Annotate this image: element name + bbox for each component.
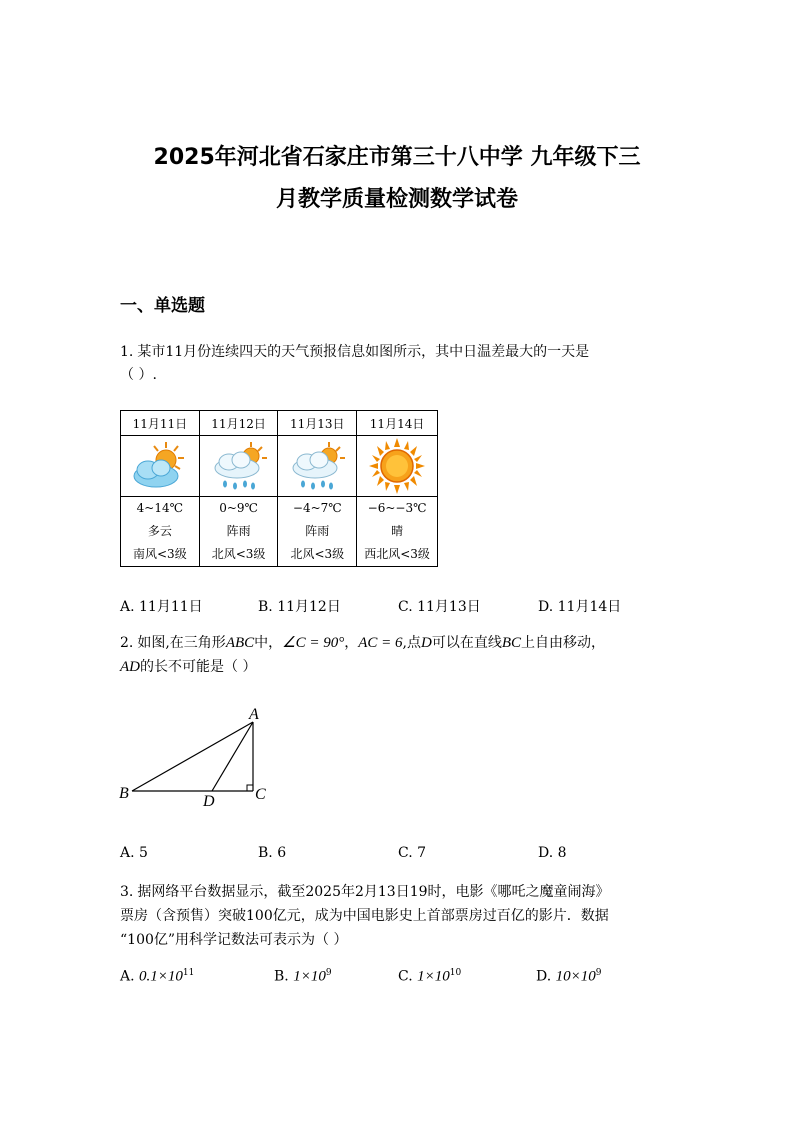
q2-text: ， bbox=[344, 635, 359, 651]
question-number: 1. bbox=[120, 344, 134, 360]
weather-table bbox=[120, 410, 438, 567]
vertex-a-label: A bbox=[249, 706, 259, 723]
option-b[interactable] bbox=[274, 968, 332, 986]
option-exponent: 9 bbox=[595, 968, 602, 978]
option-b[interactable]: B. 6 bbox=[258, 845, 287, 861]
option-letter: B. bbox=[274, 968, 289, 985]
angle-condition: ∠C = 90° bbox=[282, 635, 345, 651]
weather-condition: 晴 bbox=[391, 524, 404, 538]
rain-shower-icon bbox=[285, 440, 349, 492]
side-ab bbox=[132, 722, 253, 791]
line-bc: BC bbox=[501, 635, 521, 651]
date-cell: 11月14日 bbox=[357, 411, 438, 436]
temperature-range: −4~7℃ bbox=[292, 501, 342, 515]
option-a[interactable]: A. 11月11日 bbox=[120, 599, 203, 615]
segment-ad: AD bbox=[120, 659, 140, 675]
option-letter: D. bbox=[536, 968, 552, 985]
wind-info: 南风<3级 bbox=[133, 547, 187, 561]
question-3-line3: “100亿”用科学记数法可表示为（ ） bbox=[120, 932, 348, 948]
vertex-b-label: B bbox=[119, 785, 129, 802]
weather-info-row bbox=[121, 497, 438, 567]
sunny-icon bbox=[365, 438, 429, 494]
option-letter: C. bbox=[398, 968, 413, 985]
option-d[interactable] bbox=[536, 968, 602, 986]
option-coefficient: 1×10 bbox=[293, 968, 326, 985]
question-1-line1: 某市11月份连续四天的天气预报信息如图所示，其中日温差最大的一天是 bbox=[137, 344, 590, 360]
section-heading: 一、单选题 bbox=[120, 296, 205, 316]
weather-icon-row bbox=[121, 436, 438, 497]
option-d[interactable]: D. 8 bbox=[538, 845, 567, 861]
weather-condition: 阵雨 bbox=[305, 524, 330, 538]
question-2-options bbox=[120, 845, 680, 867]
q2-text: 如图,在三角形 bbox=[137, 635, 226, 651]
option-c[interactable] bbox=[398, 968, 461, 986]
option-c[interactable]: C. 7 bbox=[398, 845, 427, 861]
question-3-options bbox=[120, 968, 680, 990]
question-number: 2. bbox=[120, 635, 134, 651]
q3-text: 据网络平台数据显示，截至2025年2月13日19时，电影《哪吒之魔童闹海》 bbox=[137, 884, 610, 900]
option-a[interactable] bbox=[120, 968, 194, 986]
date-cell: 11月13日 bbox=[278, 411, 357, 436]
rain-shower-icon bbox=[207, 440, 271, 492]
wind-info: 北风<3级 bbox=[290, 547, 345, 561]
option-exponent: 11 bbox=[182, 968, 195, 978]
weather-condition: 多云 bbox=[147, 524, 172, 538]
temperature-range: 4~14℃ bbox=[136, 501, 184, 515]
option-coefficient: 10×10 bbox=[555, 968, 596, 985]
option-c[interactable]: C. 11月13日 bbox=[398, 599, 481, 615]
temperature-range: −6~−3℃ bbox=[367, 501, 427, 515]
question-2-line1 bbox=[120, 632, 605, 654]
question-1-options bbox=[120, 596, 680, 618]
question-number: 3. bbox=[120, 884, 134, 900]
question-3-line1 bbox=[120, 881, 610, 903]
triangle-figure bbox=[110, 700, 280, 812]
exam-title-line1: 2025年河北省石家庄市第三十八中学 九年级下三 bbox=[153, 145, 641, 170]
point-d: D bbox=[420, 635, 432, 651]
partly-cloudy-icon bbox=[128, 440, 192, 492]
question-2-line2 bbox=[120, 656, 256, 678]
date-cell: 11月12日 bbox=[199, 411, 278, 436]
q2-text: ,点 bbox=[402, 635, 421, 651]
segment-ad-line bbox=[212, 722, 253, 791]
weather-condition: 阵雨 bbox=[226, 524, 251, 538]
right-angle-mark bbox=[247, 785, 253, 791]
temperature-range: 0~9℃ bbox=[219, 501, 258, 515]
length-condition: AC = 6 bbox=[358, 635, 403, 651]
q2-text: 的长不可能是（ ） bbox=[140, 659, 257, 675]
option-coefficient: 1×10 bbox=[417, 968, 450, 985]
option-exponent: 9 bbox=[325, 968, 332, 978]
option-a[interactable]: A. 5 bbox=[120, 845, 148, 861]
point-d-label: D bbox=[203, 793, 215, 810]
question-1-paren: （ ）. bbox=[120, 367, 157, 383]
option-exponent: 10 bbox=[449, 968, 462, 978]
exam-title-line2: 月教学质量检测数学试卷 bbox=[275, 187, 518, 212]
wind-info: 北风<3级 bbox=[211, 547, 266, 561]
wind-info: 西北风<3级 bbox=[364, 547, 430, 561]
q2-text: 可以在直线 bbox=[431, 635, 502, 651]
option-b[interactable]: B. 11月12日 bbox=[258, 599, 341, 615]
vertex-c-label: C bbox=[255, 786, 266, 803]
triangle-name: ABC bbox=[225, 635, 255, 651]
q2-text: 上自由移动， bbox=[521, 635, 605, 651]
option-d[interactable]: D. 11月14日 bbox=[538, 599, 622, 615]
question-3-line2: 票房（含预售）突破100亿元，成为中国电影史上首部票房过百亿的影片．数据 bbox=[120, 908, 609, 924]
weather-table-header-row bbox=[121, 411, 438, 436]
q2-text: 中， bbox=[254, 635, 283, 651]
question-1-text bbox=[120, 341, 589, 363]
date-cell: 11月11日 bbox=[121, 411, 200, 436]
option-coefficient: 0.1×10 bbox=[139, 968, 183, 985]
option-letter: A. bbox=[120, 968, 135, 985]
